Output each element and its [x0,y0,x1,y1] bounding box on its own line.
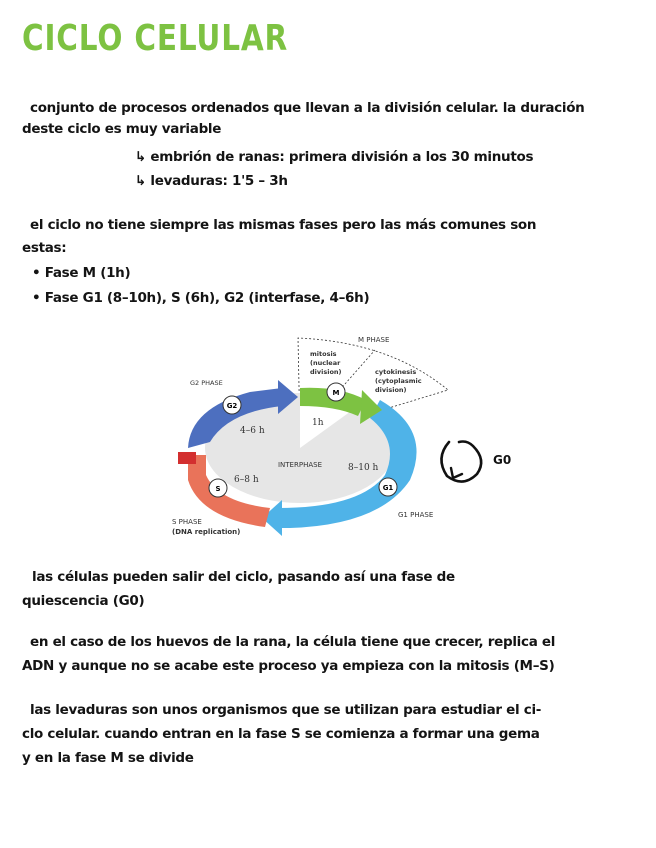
badge-g2: G2 [226,402,238,410]
cytokinesis-label-2: (cytoplasmic [375,377,422,385]
mitosis-label-1: mitosis [310,350,337,358]
intro-line-2: deste ciclo es muy variable [22,121,222,137]
interphase-label: INTERPHASE [277,461,323,469]
s-phase-label: S PHASE [172,518,202,526]
duration-g2: 4–6 h [240,426,265,436]
bullet-interphase: • Fase G1 (8–10h), S (6h), G2 (interfase, 4–6h) [32,290,370,306]
m-phase-label: M PHASE [358,336,390,344]
duration-g1: 8–10 h [348,463,379,473]
g2-phase-label: G2 PHASE [190,379,223,387]
intro-line-1: conjunto de procesos ordenados que llevan a la división celular. la duración [30,100,585,116]
g0-label: G0 [493,453,512,467]
intro-sub-yeast: ↳ levaduras: 1'5 – 3h [135,173,288,189]
s-cap [178,452,196,464]
g1-phase-label: G1 PHASE [398,511,434,519]
badge-s: S [215,485,221,493]
s-phase-sublabel: (DNA replication) [172,528,241,536]
duration-m: 1h [312,418,324,428]
duration-s: 6–8 h [234,475,259,485]
para2-line-1: en el caso de los huevos de la rana, la célula tiene que crecer, replica el [30,634,556,650]
phases-intro-line-1: el ciclo no tiene siempre las mismas fases pero las más comunes son [30,217,537,233]
page-title: CICLO CELULAR [22,18,289,59]
g0-exit-arrow-icon [433,428,523,492]
badge-m: M [332,389,340,397]
mitosis-label-2: (nuclear [310,359,341,367]
para1-line-1: las células pueden salir del ciclo, pasando así una fase de [32,569,455,585]
cytokinesis-label-1: cytokinesis [375,368,417,376]
bullet-m-phase: • Fase M (1h) [32,265,131,281]
phases-intro-line-2: estas: [22,240,67,256]
para2-line-2: ADN y aunque no se acabe este proceso ya empieza con la mitosis (M–S) [22,658,555,674]
mitosis-label-3: division) [310,368,342,376]
para3-line-2: clo celular. cuando entran en la fase S se comienza a formar una gema [22,726,540,742]
cell-cycle-diagram [170,330,470,545]
para3-line-1: las levaduras son unos organismos que se utilizan para estudiar el ci- [30,702,542,718]
intro-sub-embryo: ↳ embrión de ranas: primera división a los 30 minutos [135,149,534,165]
para3-line-3: y en la fase M se divide [22,750,194,766]
cytokinesis-label-3: division) [375,386,407,394]
para1-line-2: quiescencia (G0) [22,593,145,609]
badge-g1: G1 [382,484,394,492]
